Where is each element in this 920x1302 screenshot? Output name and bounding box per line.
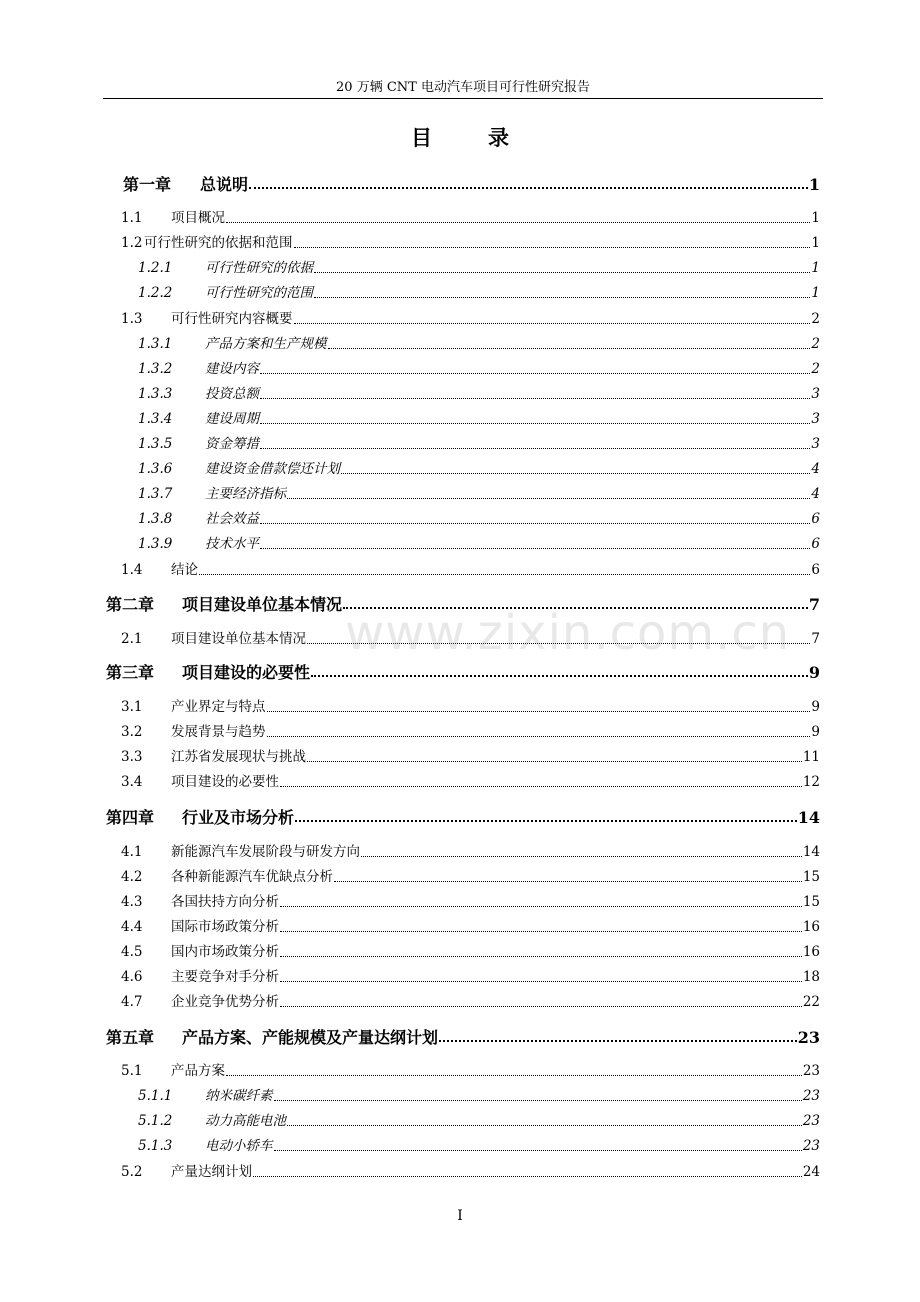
toc-entry-label: 发展背景与趋势: [171, 724, 266, 740]
dot-leader: [260, 522, 810, 524]
toc-entry-page: 23: [802, 1113, 820, 1129]
dot-leader: [260, 547, 810, 549]
dot-leader: [361, 855, 802, 857]
toc-entry-number: 第四章: [106, 808, 155, 827]
toc-chapter-entry[interactable]: [106, 1025, 820, 1047]
toc-entry-label: 产业界定与特点: [171, 699, 266, 715]
toc-entry-page: 9: [811, 699, 820, 715]
dot-leader: [280, 955, 802, 957]
toc-entry-number: 1.4: [121, 562, 143, 578]
toc-entry-page: 15: [802, 869, 820, 885]
toc-section-entry[interactable]: [121, 558, 820, 580]
toc-section-entry[interactable]: [121, 915, 820, 937]
toc-section-entry[interactable]: [121, 627, 820, 649]
toc-entry-label: 建设内容: [205, 361, 259, 377]
toc-chapter-entry[interactable]: [106, 660, 820, 682]
toc-entry-label: 社会效益: [205, 511, 259, 527]
toc-entry-page: 16: [802, 919, 820, 935]
toc-entry-number: 1.3.5: [138, 436, 173, 452]
dot-leader: [260, 397, 810, 399]
toc-section-entry[interactable]: [121, 1160, 820, 1182]
watermark: www.zixin.com.cn: [345, 605, 791, 661]
toc-entry-number: 5.1.2: [138, 1113, 173, 1129]
dot-leader: [260, 447, 810, 449]
dot-leader: [294, 322, 811, 324]
dot-leader: [280, 980, 802, 982]
dot-leader: [199, 573, 810, 575]
toc-subsection-entry[interactable]: [138, 256, 820, 278]
page-number: I: [457, 1208, 463, 1224]
toc-section-entry[interactable]: [121, 865, 820, 887]
dot-leader: [287, 497, 810, 499]
toc-entry-page: 23: [802, 1063, 820, 1079]
toc-entry-number: 1.1: [121, 210, 143, 226]
toc-section-entry[interactable]: [121, 990, 820, 1012]
toc-entry-number: 1.2.2: [138, 285, 173, 301]
toc-entry-label: 技术水平: [205, 536, 259, 552]
toc-entry-label: 企业竞争优势分析: [171, 994, 279, 1010]
toc-section-entry[interactable]: [121, 231, 820, 253]
dot-leader: [294, 246, 811, 248]
toc-entry-page: 2: [811, 311, 820, 327]
toc-entry-page: 9: [808, 663, 820, 682]
dot-leader: [328, 347, 811, 349]
toc-entry-number: 第三章: [106, 663, 155, 682]
toc-section-entry[interactable]: [121, 720, 820, 742]
toc-entry-number: 4.4: [121, 919, 143, 935]
toc-entry-number: 1.3.3: [138, 386, 173, 402]
toc-subsection-entry[interactable]: [138, 507, 820, 529]
toc-entry-label: 江苏省发展现状与挑战: [171, 749, 306, 765]
toc-entry-label: 投资总额: [205, 386, 259, 402]
toc-entry-label: 产品方案: [171, 1063, 225, 1079]
toc-entry-label: 结论: [171, 562, 198, 578]
toc-subsection-entry[interactable]: [138, 407, 820, 429]
dot-leader: [341, 472, 810, 474]
dot-leader: [267, 710, 811, 712]
toc-entry-page: 1: [811, 235, 820, 251]
toc-entry-label: 资金筹措: [205, 436, 259, 452]
toc-entry-number: 第五章: [106, 1028, 155, 1047]
toc-entry-page: 1: [811, 285, 820, 301]
toc-entry-number: 3.1: [121, 699, 143, 715]
toc-section-entry[interactable]: [121, 965, 820, 987]
toc-entry-number: 3.4: [121, 774, 143, 790]
toc-entry-label: 主要经济指标: [205, 486, 286, 502]
toc-subsection-entry[interactable]: [138, 457, 820, 479]
toc-section-entry[interactable]: [121, 695, 820, 717]
toc-entry-label: 项目建设单位基本情况: [171, 631, 306, 647]
toc-entry-number: 3.3: [121, 749, 143, 765]
toc-entry-label: 建设资金借款偿还计划: [205, 461, 340, 477]
toc-entry-number: 4.1: [121, 844, 143, 860]
toc-subsection-entry[interactable]: [138, 532, 820, 554]
toc-entry-page: 12: [802, 774, 820, 790]
toc-entry-number: 1.3.1: [138, 336, 173, 352]
toc-entry-page: 1: [811, 210, 820, 226]
toc-entry-page: 6: [811, 511, 820, 527]
toc-entry-page: 18: [802, 969, 820, 985]
toc-entry-page: 23: [797, 1028, 820, 1047]
toc-entry-number: 1.3.2: [138, 361, 173, 377]
toc-entry-label: 各国扶持方向分析: [171, 894, 279, 910]
toc-entry-label: 主要竞争对手分析: [171, 969, 279, 985]
toc-entry-label: 可行性研究的范围: [205, 285, 313, 301]
toc-entry-label: 产品方案和生产规模: [205, 336, 327, 352]
toc-entry-label: 可行性研究的依据和范围: [144, 235, 293, 251]
toc-entry-number: 第一章: [123, 175, 172, 194]
toc-entry-number: 1.2: [121, 235, 143, 251]
toc-entry-number: 5.1.1: [138, 1088, 173, 1104]
toc-entry-label: 可行性研究的依据: [205, 260, 313, 276]
toc-section-entry[interactable]: [121, 890, 820, 912]
toc-entry-label: 项目建设的必要性: [182, 663, 311, 682]
dot-leader: [249, 186, 808, 189]
dot-leader: [280, 1005, 802, 1007]
toc-entry-number: 4.3: [121, 894, 143, 910]
toc-entry-page: 3: [811, 386, 820, 402]
toc-entry-number: 4.7: [121, 994, 143, 1010]
toc-chapter-entry[interactable]: [106, 805, 820, 827]
dot-leader: [253, 1175, 802, 1177]
toc-entry-page: 1: [811, 260, 820, 276]
toc-entry-label: 国际市场政策分析: [171, 919, 279, 935]
toc-entry-number: 4.2: [121, 869, 143, 885]
toc-entry-number: 2.1: [121, 631, 143, 647]
toc-entry-number: 1.3: [121, 311, 143, 327]
toc-entry-number: 1.2.1: [138, 260, 173, 276]
toc-section-entry[interactable]: [121, 840, 820, 862]
toc-entry-number: 3.2: [121, 724, 143, 740]
toc-entry-number: 4.5: [121, 944, 143, 960]
dot-leader: [314, 271, 810, 273]
toc-section-entry[interactable]: [121, 307, 820, 329]
toc-entry-page: 9: [811, 724, 820, 740]
toc-entry-page: 1: [808, 175, 820, 194]
toc-entry-page: 6: [811, 536, 820, 552]
toc-subsection-entry[interactable]: [138, 382, 820, 404]
dot-leader: [314, 296, 810, 298]
toc-chapter-entry[interactable]: [106, 592, 820, 614]
toc-entry-label: 总说明: [200, 175, 249, 194]
toc-entry-number: 1.3.8: [138, 511, 173, 527]
toc-subsection-entry[interactable]: [138, 332, 820, 354]
toc-entry-number: 5.2: [121, 1164, 143, 1180]
toc-entry-number: 1.3.7: [138, 486, 173, 502]
toc-entry-label: 电动小轿车: [205, 1138, 273, 1154]
toc-entry-number: 5.1.3: [138, 1138, 173, 1154]
toc-entry-page: 16: [802, 944, 820, 960]
toc-entry-page: 3: [811, 436, 820, 452]
toc-subsection-entry[interactable]: [138, 281, 820, 303]
toc-title-left: 目: [411, 125, 432, 150]
toc-entry-number: 1.3.9: [138, 536, 173, 552]
toc-entry-number: 4.6: [121, 969, 143, 985]
toc-entry-page: 23: [802, 1138, 820, 1154]
toc-subsection-entry[interactable]: [138, 357, 820, 379]
dot-leader: [311, 674, 808, 677]
toc-subsection-entry[interactable]: [138, 1084, 820, 1106]
running-header: 20 万辆 CNT 电动汽车项目可行性研究报告: [336, 80, 590, 95]
toc-entry-label: 新能源汽车发展阶段与研发方向: [171, 844, 360, 860]
toc-entry-page: 22: [802, 994, 820, 1010]
toc-entry-number: 5.1: [121, 1063, 143, 1079]
dot-leader: [280, 930, 802, 932]
toc-entry-label: 产品方案、产能规模及产量达纲计划: [182, 1028, 439, 1047]
toc-entry-label: 动力高能电池: [205, 1113, 286, 1129]
toc-entry-page: 2: [811, 336, 820, 352]
toc-subsection-entry[interactable]: [138, 1134, 820, 1156]
toc-entry-label: 纳米碳纤素: [205, 1088, 273, 1104]
toc-subsection-entry[interactable]: [138, 482, 820, 504]
toc-entry-page: 4: [811, 461, 820, 477]
dot-leader: [274, 1099, 802, 1101]
toc-entry-page: 7: [811, 631, 820, 647]
dot-leader: [287, 1124, 802, 1126]
toc-entry-label: 产量达纲计划: [171, 1164, 252, 1180]
toc-entry-label: 建设周期: [205, 411, 259, 427]
toc-chapter-entry[interactable]: [123, 172, 820, 194]
toc-entry-label: 项目建设单位基本情况: [182, 595, 343, 614]
toc-entry-label: 行业及市场分析: [182, 808, 295, 827]
toc-entry-page: 14: [797, 808, 820, 827]
toc-entry-page: 2: [811, 361, 820, 377]
dot-leader: [439, 1039, 797, 1042]
toc-title: [0, 122, 920, 152]
toc-entry-label: 各种新能源汽车优缺点分析: [171, 869, 333, 885]
toc-entry-page: 6: [811, 562, 820, 578]
toc-subsection-entry[interactable]: [138, 432, 820, 454]
toc-section-entry[interactable]: [121, 940, 820, 962]
toc-entry-page: 3: [811, 411, 820, 427]
dot-leader: [267, 735, 811, 737]
dot-leader: [307, 642, 810, 644]
toc-entry-label: 可行性研究内容概要: [171, 311, 293, 327]
dot-leader: [226, 1074, 802, 1076]
dot-leader: [343, 606, 808, 609]
dot-leader: [295, 819, 797, 822]
toc-entry-number: 第二章: [106, 595, 155, 614]
toc-entry-page: 7: [808, 595, 820, 614]
toc-entry-number: 1.3.4: [138, 411, 173, 427]
toc-entry-page: 24: [802, 1164, 820, 1180]
toc-section-entry[interactable]: [121, 770, 820, 792]
toc-entry-label: 项目概况: [171, 210, 225, 226]
dot-leader: [274, 1149, 802, 1151]
header-rule: [103, 98, 823, 99]
toc-entry-label: 国内市场政策分析: [171, 944, 279, 960]
toc-entry-page: 11: [802, 749, 820, 765]
toc-entry-label: 项目建设的必要性: [171, 774, 279, 790]
toc-subsection-entry[interactable]: [138, 1109, 820, 1131]
dot-leader: [280, 905, 802, 907]
toc-section-entry[interactable]: [121, 745, 820, 767]
dot-leader: [260, 422, 810, 424]
toc-entry-page: 14: [802, 844, 820, 860]
dot-leader: [307, 760, 802, 762]
toc-entry-page: 15: [802, 894, 820, 910]
toc-section-entry[interactable]: [121, 1059, 820, 1081]
toc-entry-page: 4: [811, 486, 820, 502]
dot-leader: [280, 785, 802, 787]
toc-entry-number: 1.3.6: [138, 461, 173, 477]
dot-leader: [334, 880, 802, 882]
toc-entry-page: 23: [802, 1088, 820, 1104]
dot-leader: [260, 372, 810, 374]
dot-leader: [226, 221, 810, 223]
toc-title-right: 录: [488, 125, 509, 150]
toc-section-entry[interactable]: [121, 206, 820, 228]
